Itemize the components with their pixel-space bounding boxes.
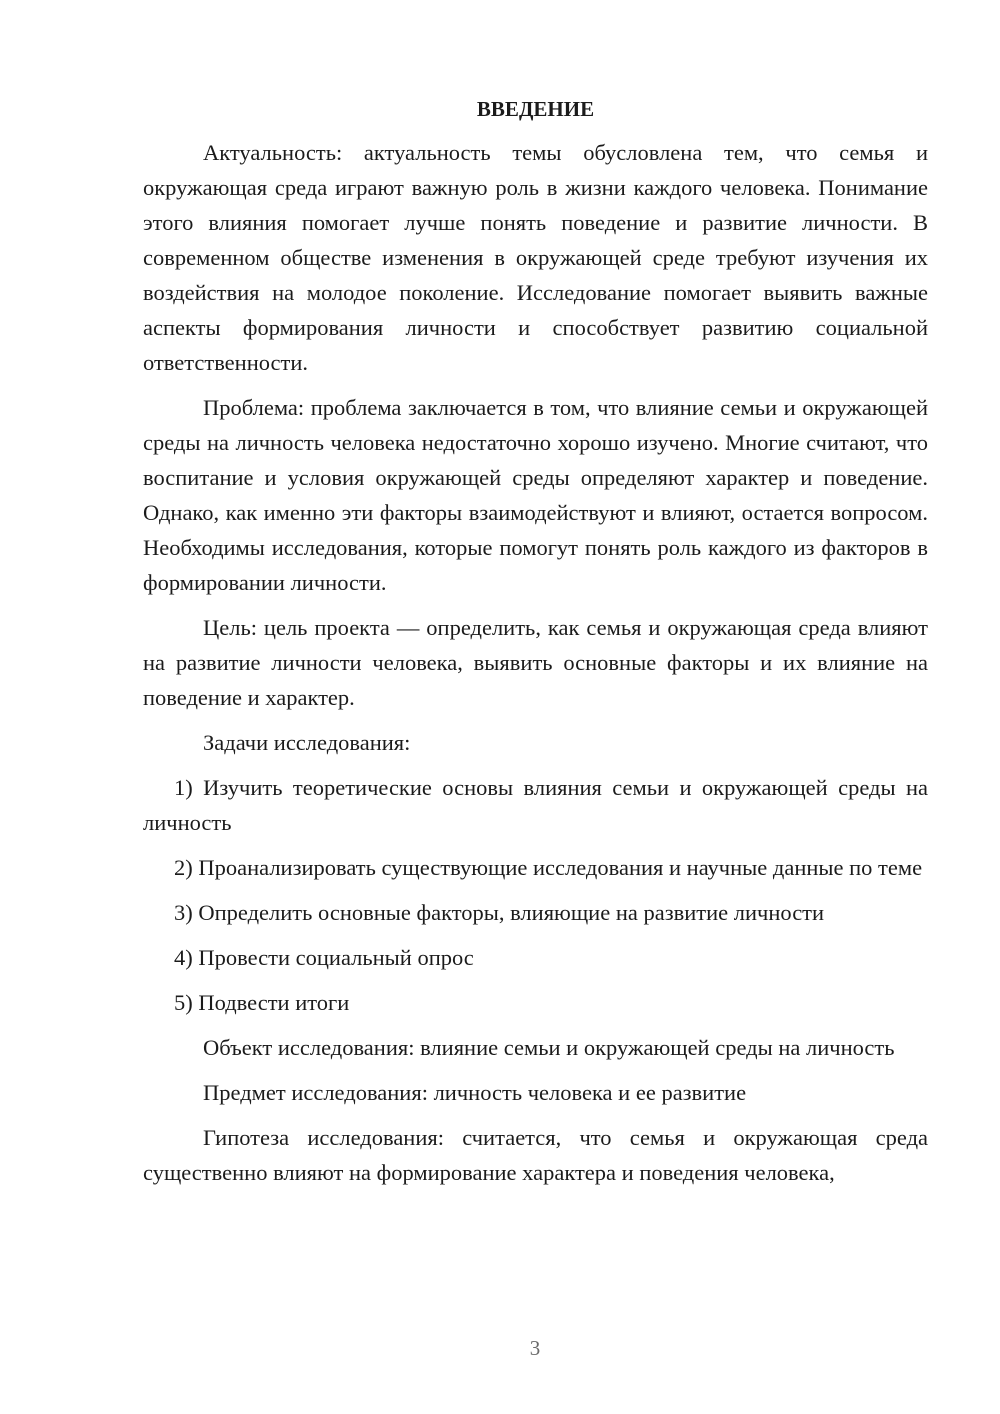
paragraph-problem: Проблема: проблема заключается в том, что влияние семьи и окружающей среды на личность человека недостаточно хорошо изучено. Многие считают, что воспитание и условия окружающей среды определяют характер и поведение. Однако, как именно эти факторы взаимодействуют и влияют, остается вопросом. Необходимы исследования, которые помогут понять роль каждого из факторов в формировании личности.: [143, 395, 928, 595]
page-content: [143, 92, 928, 1200]
task-item-3: 3) Определить основные факторы, влияющие на развитие личности: [174, 900, 825, 925]
tasks-heading: Задачи исследования:: [203, 730, 411, 755]
paragraph-relevance: Актуальность: актуальность темы обусловлена тем, что семья и окружающая среда играют важную роль в жизни каждого человека. Понимание этого влияния помогает лучше понять поведение и развитие личности. В современном обществе изменения в окружающей среде требуют изучения их воздействия на молодое поколение. Исследование помогает выявить важные аспекты формирования личности и способствует развитию социальной ответственности.: [143, 140, 928, 375]
task-item-1: 1) Изучить теоретические основы влияния семьи и окружающей среды на личность: [143, 775, 928, 835]
paragraph-goal: Цель: цель проекта — определить, как семья и окружающая среда влияют на развитие личности человека, выявить основные факторы и их влияние на поведение и характер.: [143, 615, 928, 710]
paragraph-hypothesis: Гипотеза исследования: считается, что семья и окружающая среда существенно влияют на формирование характера и поведения человека,: [143, 1125, 928, 1185]
task-item-4: 4) Провести социальный опрос: [174, 945, 474, 970]
page-title: ВВЕДЕНИЕ: [476, 97, 595, 121]
task-item-5: 5) Подвести итоги: [174, 990, 350, 1015]
paragraph-subject: Предмет исследования: личность человека и ее развитие: [203, 1080, 747, 1105]
page-number: 3: [529, 1336, 541, 1360]
task-item-2: 2) Проанализировать существующие исследования и научные данные по теме: [174, 855, 923, 880]
paragraph-object: Объект исследования: влияние семьи и окружающей среды на личность: [203, 1035, 895, 1060]
